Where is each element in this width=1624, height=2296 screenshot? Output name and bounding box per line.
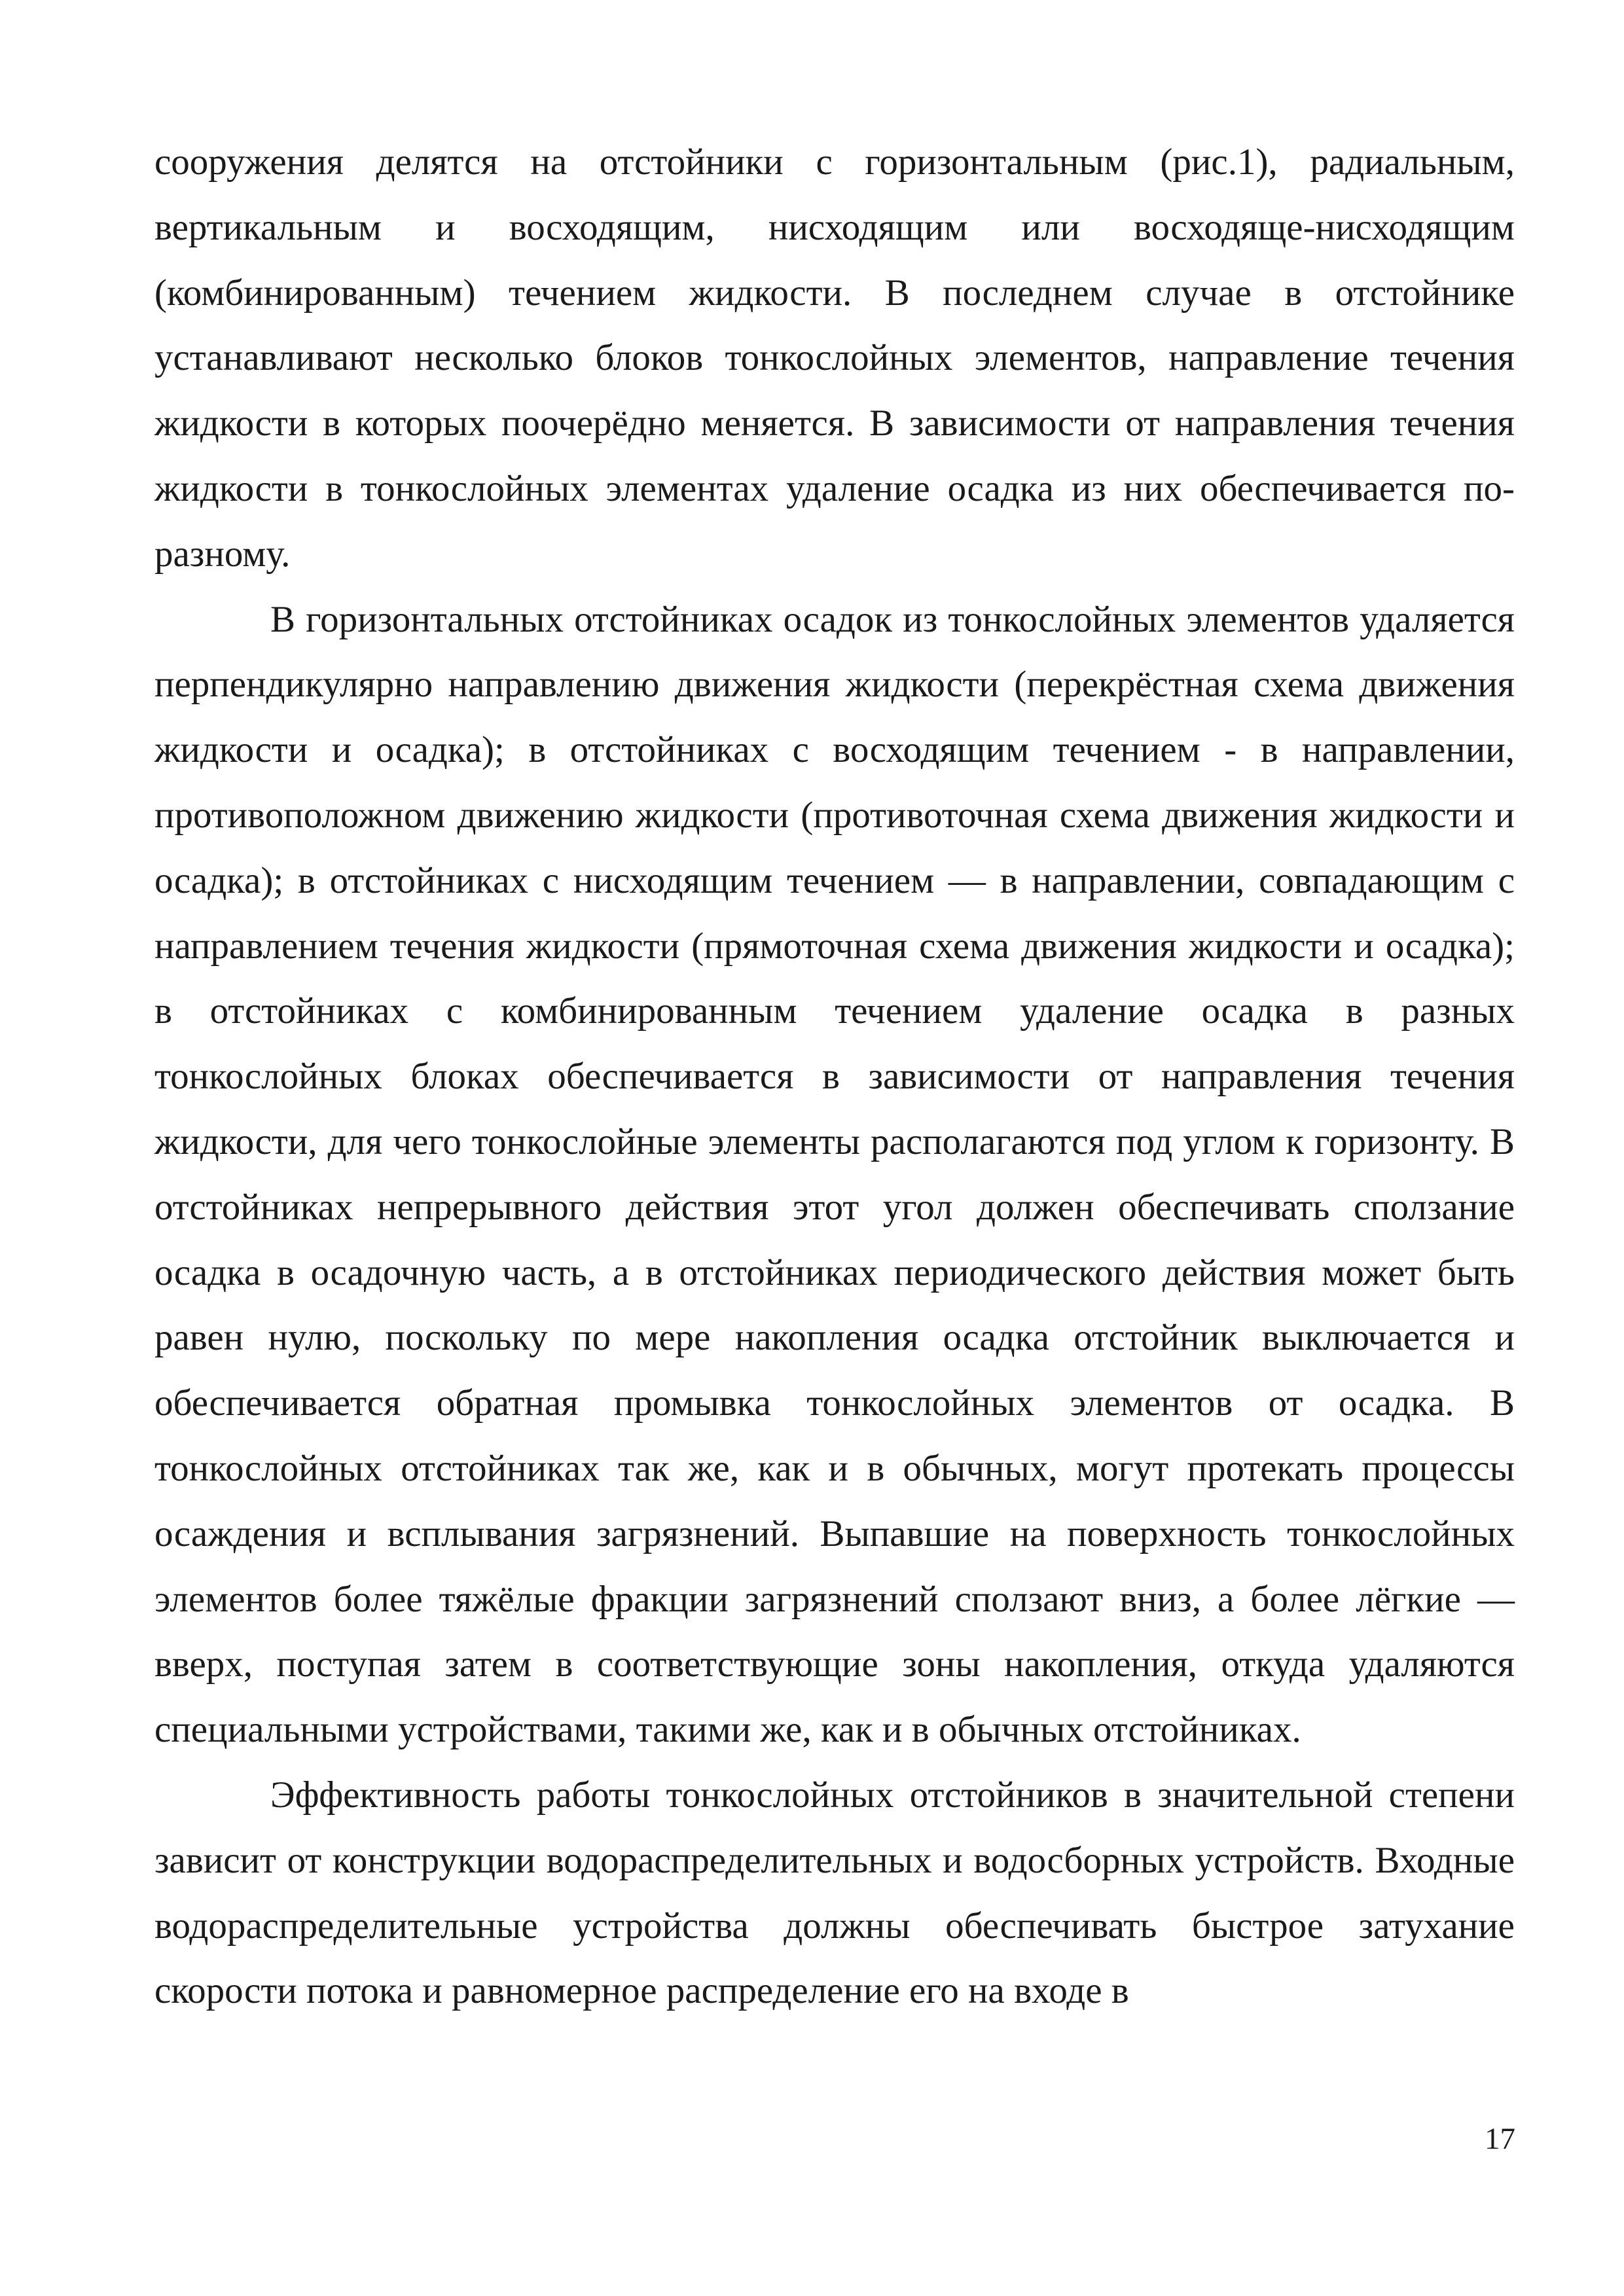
paragraph-2: В горизонтальных отстойниках осадок из тонкослойных элементов удаляется перпендикулярно направлению движения жидкости (перекрёстная схема движения жидкости и осадка); в отстойниках с восходящим течением - в направлении, противоположном движению жидкости (противоточная схема движения жидкости и осадка); в отстойниках с нисходящим течением — в направлении, совпадающим с направлением течения жидкости (прямоточная схема движения жидкости и осадка); в отстойниках с комбинированным течением удаление осадка в разных тонкослойных блоках обеспечивается в зависимости от направления течения жидкости, для чего тонкослойные элементы располагаются под углом к горизонту. В отстойниках непрерывного действия этот угол должен обеспечивать сползание осадка в осадочную часть, а в отстойниках периодического действия может быть равен нулю, поскольку по мере накопления осадка отстойник выключается и обеспечивается обратная промывка тонкослойных элементов от осадка. В тонкослойных отстойниках так же, как и в обычных, могут протекать процессы осаждения и всплывания загрязнений. Выпавшие на поверхность тонкослойных элементов более тяжёлые фракции загрязнений сползают вниз, а более лёгкие — вверх, поступая затем в соответствующие зоны накопления, откуда удаляются специальными устройствами, такими же, как и в обычных отстойниках.	[154, 598, 1515, 1751]
paragraph-3: Эффективность работы тонкослойных отстойников в значительной степени зависит от конструкции водораспределительных и водосборных устройств. Входные водораспределительные устройства должны обеспечивать быстрое затухание скорости потока и равномерное распределение его на входе в	[154, 1774, 1515, 2012]
body-text	[154, 130, 1515, 2024]
page-number: 17	[1485, 2122, 1515, 2156]
paragraph-1: сооружения делятся на отстойники с горизонтальным (рис.1), радиальным, вертикальным и восходящим, нисходящим или восходяще-нисходящим (комбинированным) течением жидкости. В последнем случае в отстойнике устанавливают несколько блоков тонкослойных элементов, направление течения жидкости в которых поочерёдно меняется. В зависимости от направления течения жидкости в тонкослойных элементах удаление осадка из них обеспечивается по-разному.	[154, 141, 1515, 575]
